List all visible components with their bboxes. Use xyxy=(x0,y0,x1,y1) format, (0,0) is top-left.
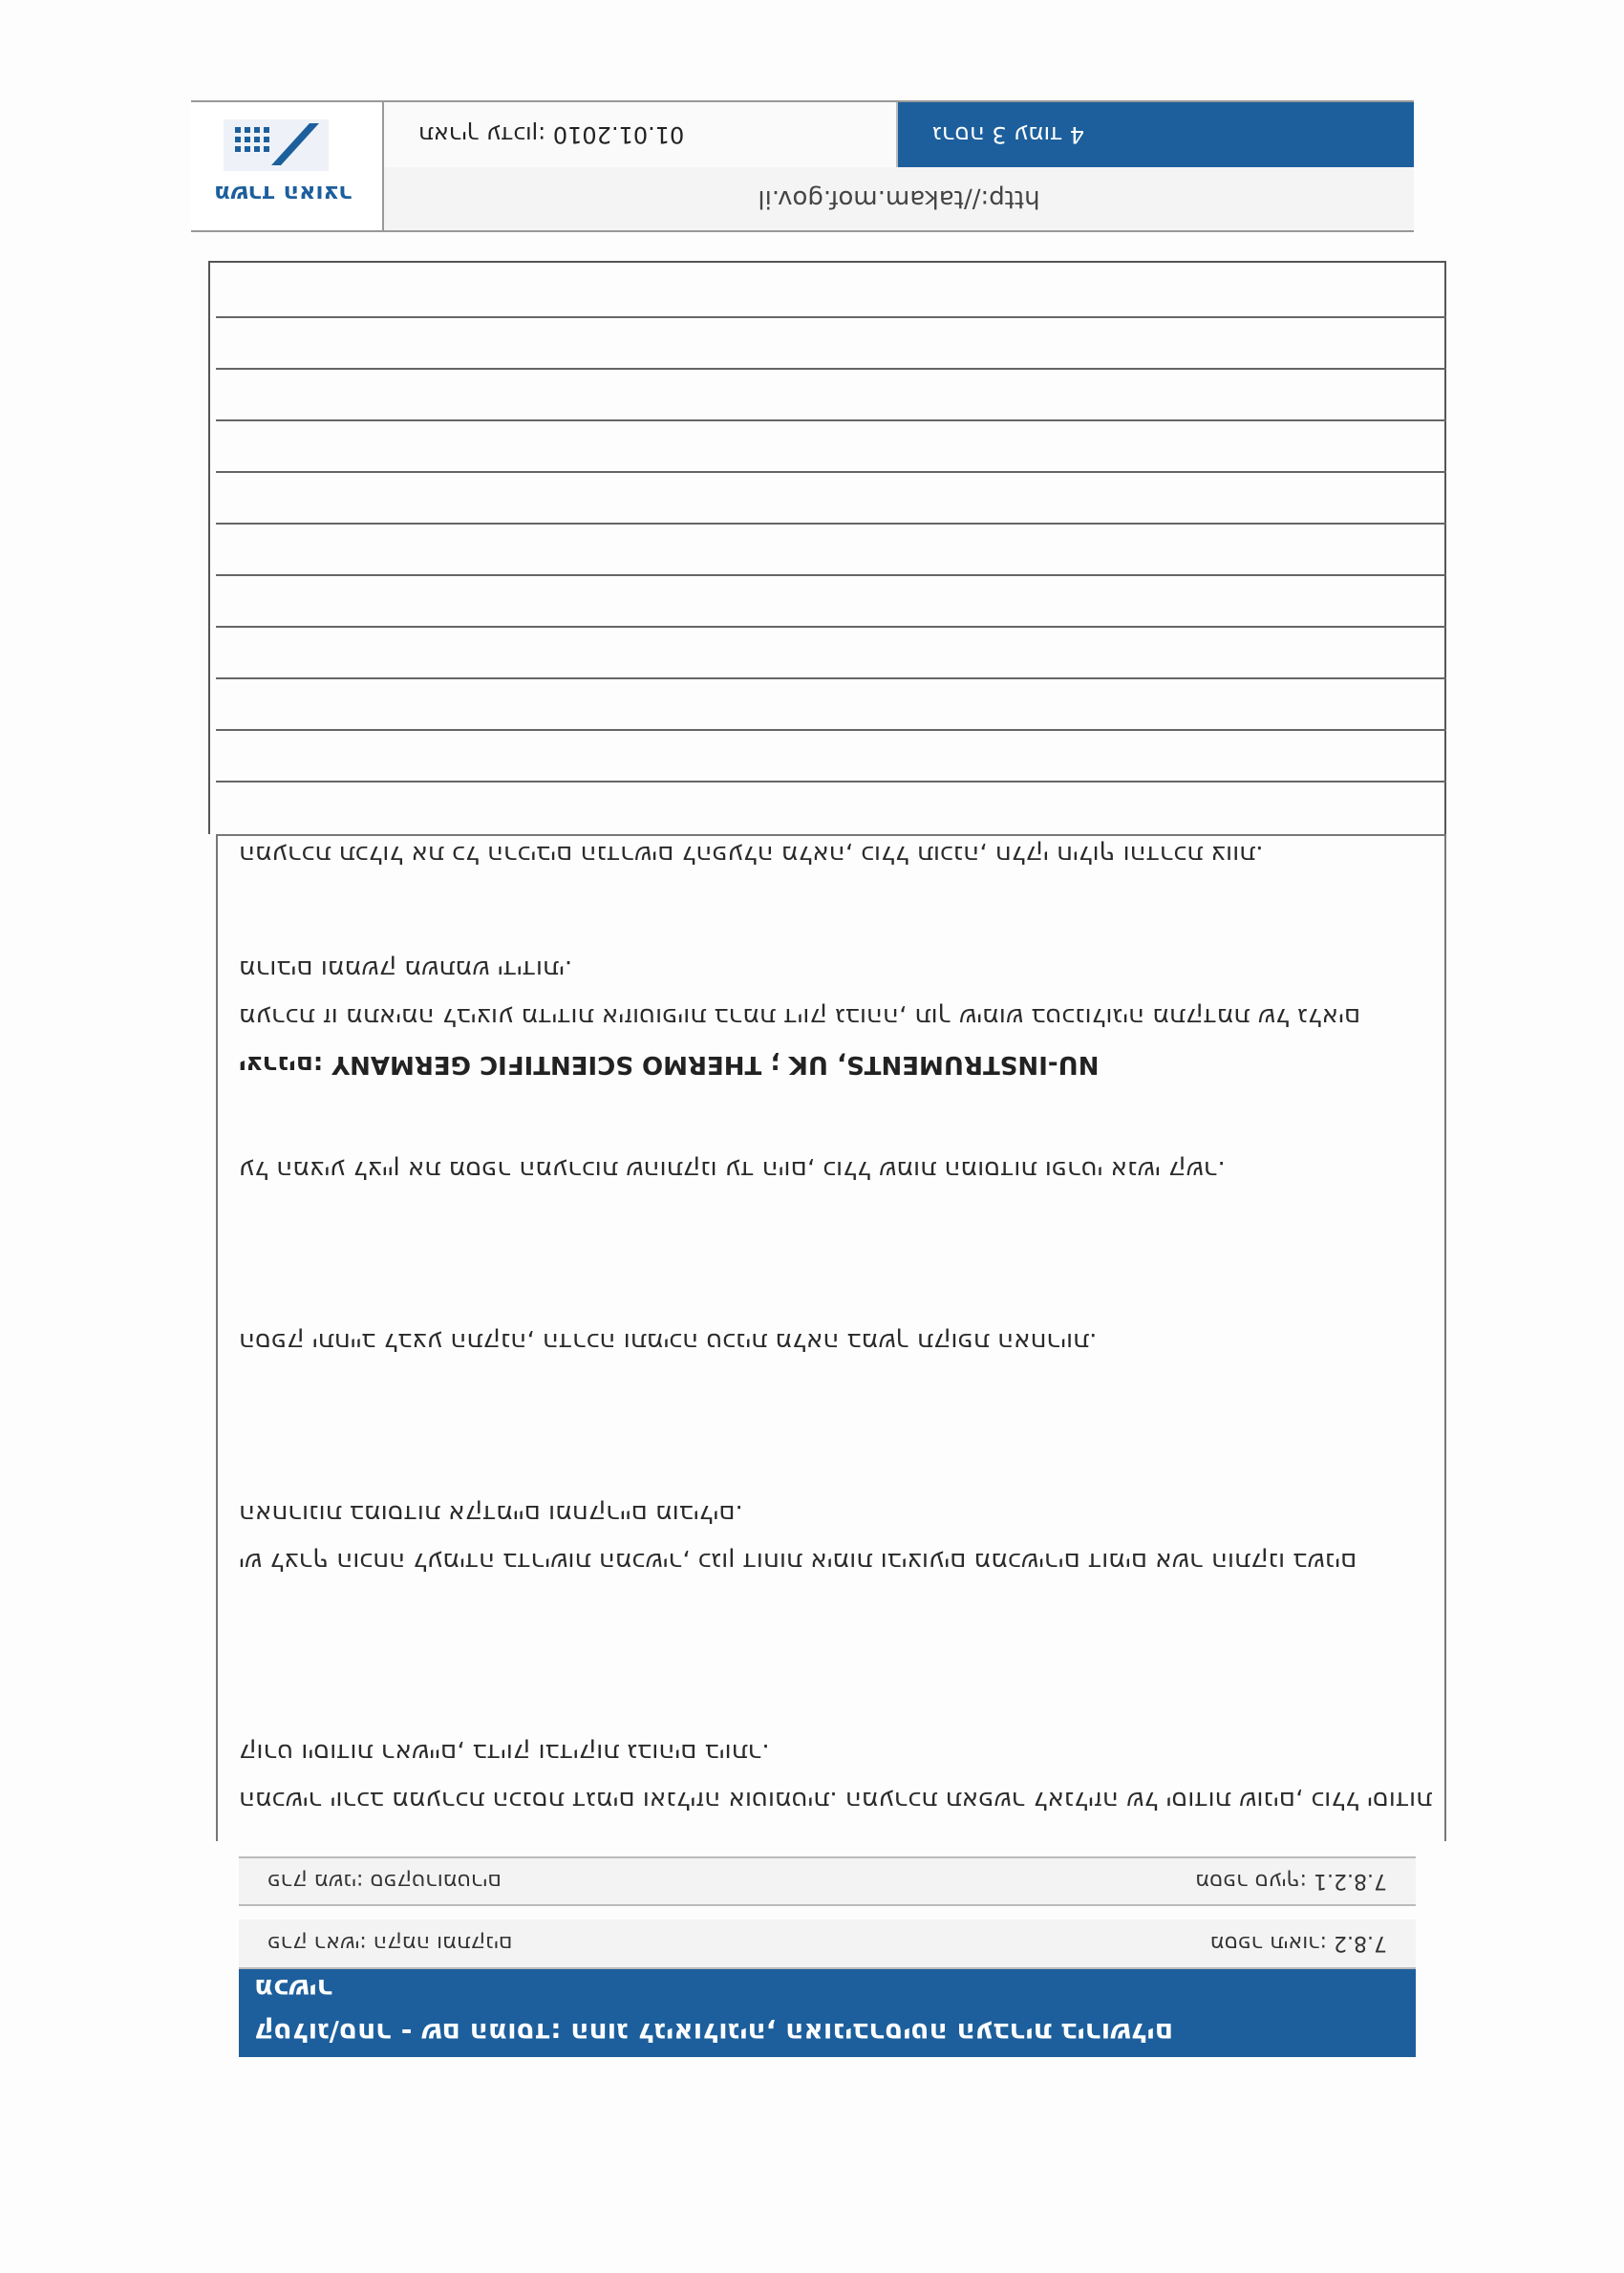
meta-subchapter-value: פרק משני: ספקטרומטרים xyxy=(267,1869,502,1894)
blank-line xyxy=(216,368,1446,370)
blank-line xyxy=(216,316,1446,318)
document-title-cont: מכשיר xyxy=(254,1973,333,2005)
blank-line xyxy=(216,574,1446,576)
footer-bar xyxy=(191,100,1414,232)
blank-line xyxy=(216,471,1446,473)
meta-chapter-value: פרק ראשי: הקמה ומתקנים xyxy=(267,1931,513,1956)
body-paragraph-5: מערכת זו מתאימה לביצוע מדידות איזוטופיות ברמת דיוק גבוהה, תוך שימוש בטכנולוגיה מתקדמת של גלאים מרובים וממשק משתמש ידידותי. xyxy=(239,954,1361,1031)
update-date-label: תאריך עדכון: 01.01.2010 xyxy=(384,102,898,167)
version-page-label: גרסה 3 עמוד 4 xyxy=(898,102,1414,167)
ministry-logo-icon xyxy=(224,119,329,171)
body-paragraph-3: הספק יתחייב לבצע התקנה, הדרכה ותמיכה טכנית מלאה במשך תקופת האחריות. xyxy=(239,1327,1098,1356)
meta-row-main-chapter xyxy=(239,1919,1416,1969)
blank-line xyxy=(216,523,1446,525)
blank-lines-frame xyxy=(208,261,1446,834)
blank-line xyxy=(216,626,1446,628)
meta-subchapter-label: מספר סעיף: 7.8.2.1 xyxy=(1195,1869,1387,1894)
body-paragraph-6: המערכת תכלול את כל הרכיבים הנדרשים להפעלה מלאה, כולל תוכנה, חלקי חילוף והדרכת צוות. xyxy=(239,840,1264,868)
meta-row-sub-chapter xyxy=(239,1856,1416,1906)
manufacturers-heading: יצרנים: NU-INSTRUMENTS, UK ; THERMO SCIENTIFIC GERMANY xyxy=(239,1050,1100,1079)
logo-text: משרד האוצר xyxy=(214,181,353,207)
ministry-logo xyxy=(191,102,384,230)
website-url[interactable]: http://takam.mof.gov.il xyxy=(384,167,1414,230)
document-title: קטלוג/סחר - שם המוסד: החוג לגיאולוגיה, האוניברסיטה העברית בירושלים xyxy=(254,2017,1174,2048)
document-title-bar xyxy=(239,2007,1416,2057)
blank-line xyxy=(216,729,1446,731)
meta-chapter-label: מספר תיאור: 7.8.2 xyxy=(1209,1931,1387,1956)
document-title-continuation xyxy=(239,1969,1416,2007)
blank-line xyxy=(216,677,1446,679)
blank-line xyxy=(216,781,1446,783)
body-paragraph-1: המכשיר יורכב ממערכת הכנסת דגמים ואנליזה אוטומטית. המערכת תאפשר לאנליזה של יסודות שונים, כולל יסודות קורט ויסודות ראשיים, בדיוק ובדיקות גבוהים ביותר. xyxy=(239,1738,1433,1814)
body-paragraph-4: על המציע לציין את מספר המערכות שהותקנו עד היום, כולל שמות המוסדות ופרטי אנשי קשר. xyxy=(239,1155,1226,1184)
blank-line xyxy=(216,419,1446,421)
body-paragraph-2: יש לצרף הוכחה לעמידה בדרישות המכשיר, כגון דוחות אימות וביצועים ממכשירים דומים אשר הותקנו בשנים האחרונות במוסדות אקדמיים ומחקריים מובילים. xyxy=(239,1499,1357,1576)
